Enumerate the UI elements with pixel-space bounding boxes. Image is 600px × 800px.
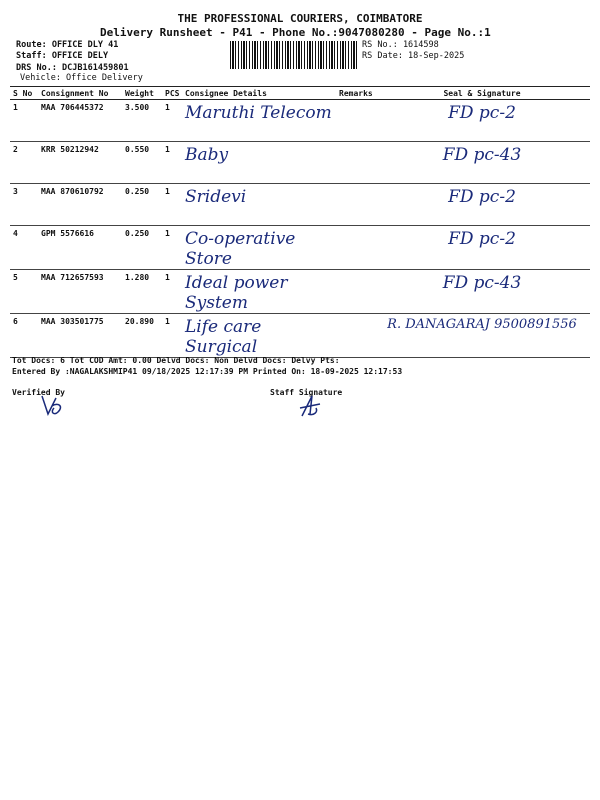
row-consignment: GPM 5576616	[38, 226, 122, 270]
row-pcs: 1	[162, 100, 182, 142]
row-sno: 1	[10, 100, 38, 142]
row-weight: 0.550	[122, 142, 162, 184]
row-consignment: MAA 712657593	[38, 270, 122, 314]
row-sno: 5	[10, 270, 38, 314]
entered-by-line: Entered By :NAGALAKSHMIP41 09/18/2025 12:17:39 PM Printed On: 18-09-2025 12:17:53	[12, 367, 403, 376]
rs-date: RS Date: 18-Sep-2025	[362, 51, 465, 61]
verified-by-label: Verified By	[12, 388, 65, 397]
row-consignment: KRR 50212942	[38, 142, 122, 184]
row-sno: 3	[10, 184, 38, 226]
table-row	[10, 142, 590, 184]
row-remarks	[336, 100, 374, 142]
vehicle-label: Vehicle: Office Delivery	[20, 73, 143, 83]
row-consignee: Co-operative Store	[182, 226, 336, 270]
row-consignment: MAA 706445372	[38, 100, 122, 142]
row-sno: 4	[10, 226, 38, 270]
row-seal: FD pc-2	[374, 184, 590, 226]
row-weight: 0.250	[122, 226, 162, 270]
row-sno: 2	[10, 142, 38, 184]
row-weight: 0.250	[122, 184, 162, 226]
company-title: THE PROFESSIONAL COURIERS, COIMBATORE	[177, 12, 423, 25]
row-remarks	[336, 270, 374, 314]
row-pcs: 1	[162, 314, 182, 358]
row-pcs: 1	[162, 226, 182, 270]
row-weight: 3.500	[122, 100, 162, 142]
table-row	[10, 314, 590, 358]
row-remarks	[336, 184, 374, 226]
col-consignment: Consignment No	[38, 87, 122, 100]
row-pcs: 1	[162, 142, 182, 184]
table-row	[10, 270, 590, 314]
table-row	[10, 100, 590, 142]
row-seal: FD pc-2	[374, 100, 590, 142]
table-row	[10, 226, 590, 270]
runsheet-table	[10, 86, 590, 358]
row-consignee: Life care Surgical	[182, 314, 336, 358]
row-seal: FD pc-43	[374, 270, 590, 314]
totals-line: Tot Docs: 6 Tot COD Amt: 0.00 Delvd Docs: Non Delvd Docs: Delvy Pts:	[12, 356, 340, 365]
row-consignee: Ideal power System	[182, 270, 336, 314]
runsheet-subtitle: Delivery Runsheet - P41 - Phone No.:9047080280 - Page No.:1	[100, 26, 491, 39]
col-sno: S No	[10, 87, 38, 100]
row-remarks	[336, 142, 374, 184]
row-seal: FD pc-43	[374, 142, 590, 184]
row-consignee: Maruthi Telecom	[182, 100, 336, 142]
row-remarks	[336, 226, 374, 270]
col-weight: Weight	[122, 87, 162, 100]
staff-label: Staff: OFFICE DELY	[16, 51, 109, 61]
row-consignee: Sridevi	[182, 184, 336, 226]
row-seal: R. DANAGARAJ 9500891556	[374, 314, 590, 358]
col-consignee: Consignee Details	[182, 87, 336, 100]
row-weight: 20.890	[122, 314, 162, 358]
row-seal: FD pc-2	[374, 226, 590, 270]
row-pcs: 1	[162, 270, 182, 314]
col-remarks: Remarks	[336, 87, 374, 100]
barcode-image	[230, 41, 358, 69]
row-pcs: 1	[162, 184, 182, 226]
row-consignee: Baby	[182, 142, 336, 184]
row-sno: 6	[10, 314, 38, 358]
route-label: Route: OFFICE DLY 41	[16, 40, 119, 50]
table-header-row	[10, 87, 590, 100]
drs-number: DRS No.: DCJB161459801	[16, 63, 129, 73]
row-remarks	[336, 314, 374, 358]
row-consignment: MAA 303501775	[38, 314, 122, 358]
rs-number: RS No.: 1614598	[362, 40, 439, 50]
verified-signature-mark	[38, 392, 70, 418]
staff-signature-mark	[296, 394, 326, 420]
table-row	[10, 184, 590, 226]
row-consignment: MAA 870610792	[38, 184, 122, 226]
staff-signature-label: Staff Signature	[270, 388, 343, 397]
col-pcs: PCS	[162, 87, 182, 100]
col-seal: Seal & Signature	[374, 87, 590, 100]
row-weight: 1.280	[122, 270, 162, 314]
